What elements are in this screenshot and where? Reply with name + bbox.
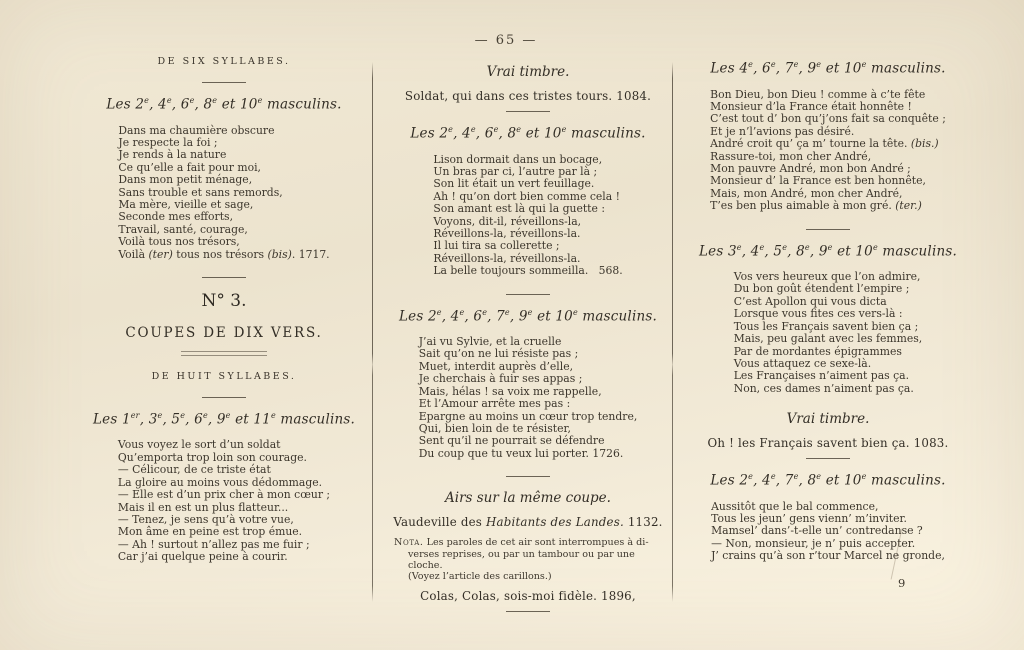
poem-line: Car j’ai quelque peine à courir. [117,550,288,564]
nota-line: (Voyez l’article des carillons.) [408,571,552,583]
poem-line: Mais, mon André, mon cher André, [710,186,903,200]
poem-line: Vous voyez le sort d’un soldat [117,438,281,452]
timbre-reference-part: Habitants des Landes. [486,515,624,530]
timbre-reference-part: Vaudeville des [393,515,486,530]
poem-line: Lison dormait dans un bocage, [433,152,603,166]
poem-line: Mon pauvre André, mon bon André ; [710,161,911,175]
poem-line: Ma mère, vieille et sage, [118,197,254,211]
poem [433,154,622,278]
poem-line: Son amant est là qui la guette : [433,202,605,216]
poem-line: La gloire au moins vous dédommage. [117,475,323,489]
double-divider-rule [181,351,267,356]
poem-line: Lorsque vous fites ces vers-là : [733,307,903,321]
poem [711,501,945,563]
meter-heading: Les 2e, 4e, 6e, 8e et 10e masculins. [410,125,646,142]
divider-rule [806,229,850,230]
column-left [78,0,370,580]
nota-line: Nota. Les paroles de cet air sont interrompues à di- [394,537,649,549]
poem-line: J’ crains qu’à son r’tour Marcel ne gronde, [711,549,945,563]
poem-line: Aussitôt que le bal commence, [711,499,879,513]
poem-line: Mamsel’ dans’-t-elle un’ contredanse ? [711,524,923,538]
poem-line: Sait qu’on ne lui résiste pas ; [418,347,579,361]
divider-rule [202,82,246,83]
column-separator-left [372,62,373,602]
meter-heading: Les 2e, 4e, 7e, 8e et 10e masculins. [710,472,946,489]
poem-line: C’est Apollon qui vous dicta [733,294,887,308]
nota-label: Nota. [394,537,424,549]
page-number: — 65 — [474,33,538,48]
poem-line: Tous les Français savent bien ça ; [733,319,919,333]
divider-rule [806,458,850,459]
poem-line: Un bras par ci, l’autre par là ; [433,164,598,178]
nota-line: verses reprises, ou par un tambour ou par une cloche. [408,548,635,571]
poem-line: Et l’Amour arrête mes pas : [418,397,571,411]
poem-line: — Ah ! surtout n’allez pas me fuir ; [117,537,310,551]
divider-rule [506,294,550,295]
poem-line: Ce qu’elle a fait pour moi, [118,160,261,174]
meter-heading: Les 4e, 6e, 7e, 9e et 10e masculins. [710,60,946,77]
poem-line: Du coup que tu veux lui porter. 1726. [418,446,624,460]
poem-line: Dans ma chaumière obscure [118,123,275,137]
poem-line: C’est tout d’ bon qu’j’ons fait sa conquête ; [710,112,946,126]
timbre-reference [390,515,666,529]
signature-number: 9 [898,576,906,590]
poem-line: Seconde mes efforts, [118,210,234,224]
divider-rule [202,397,246,398]
poem [118,439,330,563]
timbre-reference: Soldat, qui dans ces tristes tours. 1084. [404,89,652,103]
poem-line: Monsieur d’ la France est ben honnête, [710,174,926,188]
poem-line: Mais il en est un plus flatteur... [117,500,289,514]
poem-line: — Tenez, je sens qu’à votre vue, [117,512,294,526]
poem-line: Voyons, dit-il, réveillons-la, [433,214,582,228]
poem-line: Voilà tous nos trésors, [118,235,240,249]
poem-line: La belle toujours sommeilla. 568. [433,264,623,278]
syllables-heading: DE HUIT SYLLABES. [151,370,297,382]
timbre-reference: Colas, Colas, sois-moi fidèle. 1896, [420,588,636,603]
poem-line: Tous les jeun’ gens vienn’ m’inviter. [711,512,907,526]
poem-line: Voilà (ter) tous nos trésors (bis). 1717. [118,247,330,261]
column-separator-right [672,62,673,602]
poem-line: Du bon goût étendent l’empire ; [733,282,910,296]
poem-line: — Célicour, de ce triste état [117,463,271,477]
poem-line: Bon Dieu, bon Dieu ! comme à c’te fête [710,87,926,101]
poem-line: Mais, hélas ! sa voix me rappelle, [418,384,602,398]
divider-rule [506,476,550,477]
timbre-heading: Vrai timbre. [786,411,870,428]
poem-line: Sent qu’il ne pourrait se défendre [418,434,605,448]
poem-line: Je respecte la foi ; [118,135,218,149]
poem-line: Je rends à la nature [118,148,227,162]
timbre-heading: Airs sur la même coupe. [445,490,611,507]
poem-line: Qui, bien loin de te résister, [418,421,571,435]
poem-line: Sans trouble et sans remords, [118,185,283,199]
poem-line: Mais, peu galant avec les femmes, [733,332,923,346]
poem-line: Réveillons-la, réveillons-la. [433,226,581,240]
nota-note [394,537,662,583]
poem-line: Muet, interdit auprès d’elle, [418,359,574,373]
column-right [690,0,966,579]
divider-rule [202,277,246,278]
section-number: N° 3. [201,290,247,311]
poem-line: Mon âme en peine est trop émue. [117,525,303,539]
meter-heading: Les 2e, 4e, 6e, 7e, 9e et 10e masculins. [399,307,657,325]
divider-rule [506,111,550,112]
poem-line: Par de mordantes épigrammes [733,344,902,358]
poem-line: Monsieur d’la France était honnête ! [710,99,912,113]
poem-line: André croit qu’ ça m’ tourne la tête. (bis.) [710,137,939,151]
poem-line: — Non, monsieur, je n’ puis accepter. [711,536,916,550]
meter-heading: Les 1er, 3e, 5e, 6e, 9e et 11e masculins. [92,410,355,428]
poem-line: — Elle est d’un prix cher à mon cœur ; [117,488,331,502]
timbre-reference: Oh ! les Français savent bien ça. 1083. [707,436,949,451]
poem-line: Vous attaquez ce sexe-là. [733,356,872,370]
poem-line: Qu’emporta trop loin son courage. [117,450,307,464]
timbre-heading: Vrai timbre. [486,64,570,80]
section-title: COUPES DE DIX VERS. [125,324,323,341]
poem-line: Et je n’l’avions pas désiré. [710,124,855,138]
meter-heading: Les 2e, 4e, 6e, 8e et 10e masculins. [106,96,342,113]
poem-line: Il lui tira sa collerette ; [433,239,560,253]
poem-line: Non, ces dames n’aiment pas ça. [733,381,914,395]
column-center [390,0,666,625]
poem-line: Son lit était un vert feuillage. [433,177,595,191]
poem-line: Epargne au moins un cœur trop tendre, [418,409,638,423]
poem-line: Travail, santé, courage, [118,222,248,236]
poem-line: Rassure-toi, mon cher André, [710,149,872,163]
divider-rule [506,611,550,612]
poem [734,271,922,395]
poem-line: Ah ! qu’on dort bien comme cela ! [433,189,620,203]
poem [710,89,946,213]
poem-line: T’es ben plus aimable à mon gré. (ter.) [710,199,922,213]
poem-line: Les Françaises n’aiment pas ça. [733,369,910,383]
poem-line: Dans mon petit ménage, [118,173,253,187]
timbre-reference-part: 1132. [623,515,663,530]
syllables-heading: DE SIX SYLLABES. [157,56,291,67]
poem-line: J’ai vu Sylvie, et la cruelle [418,335,562,349]
poem-line: Vos vers heureux que l’on admire, [733,270,921,284]
meter-heading: Les 3e, 4e, 5e, 8e, 9e et 10e masculins. [699,242,957,260]
poem-line: Je cherchais à fuir ses appas ; [418,372,583,386]
poem-line: Réveillons-la, réveillons-la. [433,251,581,265]
poem [118,125,329,261]
poem [419,336,638,460]
